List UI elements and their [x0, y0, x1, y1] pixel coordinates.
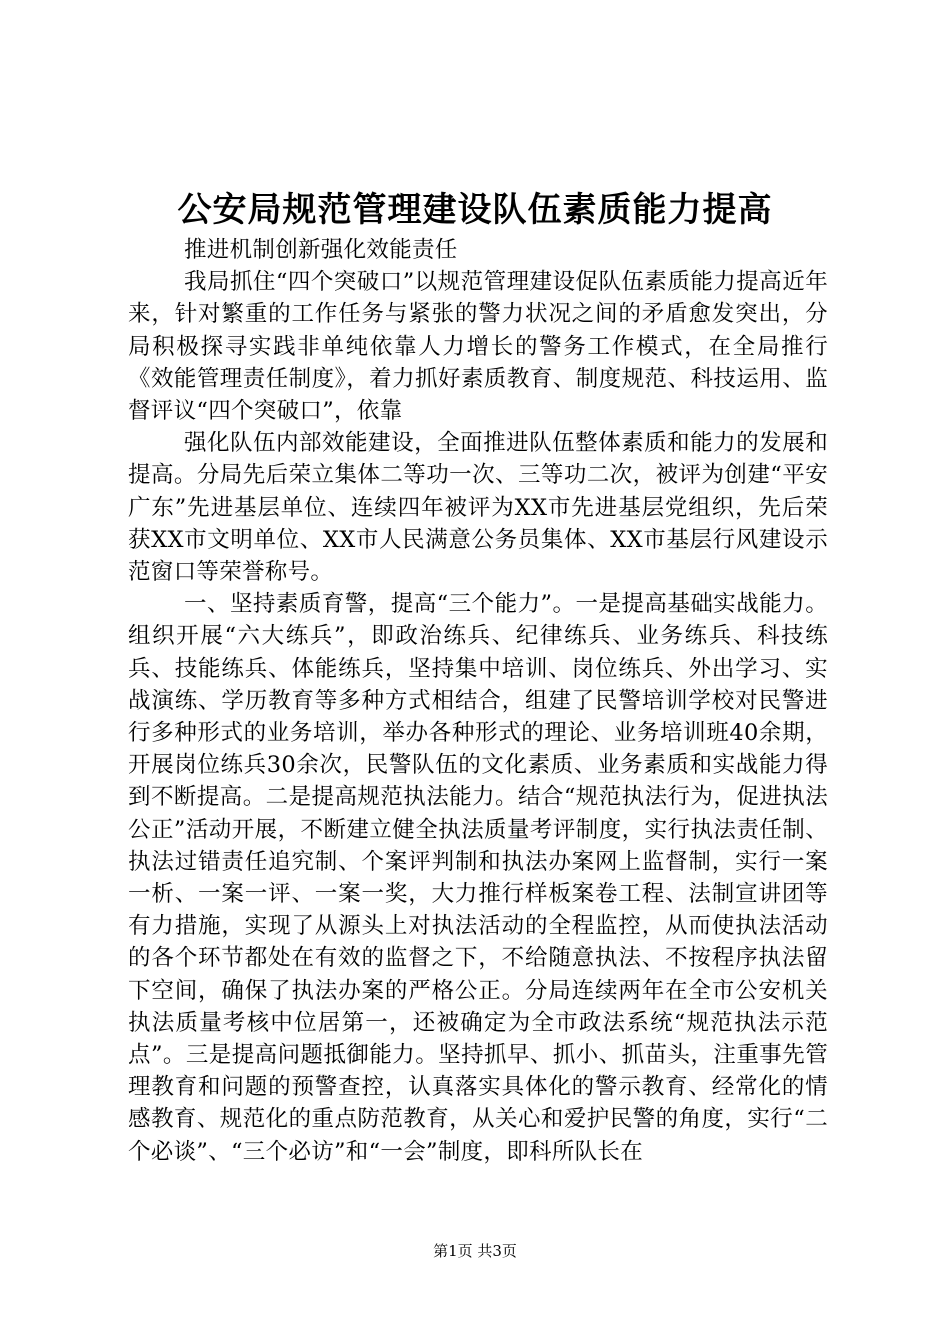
subtitle-paragraph: 推进机制创新强化效能责任	[184, 237, 458, 263]
document-title: 公安局规范管理建设队伍素质能力提高	[177, 190, 773, 230]
body-paragraph: 我局抓住“四个突破口”以规范管理建设促队伍素质能力提高近年来，针对繁重的工作任务与紧张的警力状况之间的矛盾愈发突出，分局积极探寻实践非单纯依靠人力增长的警务工作模式，在全局推行《效能管理责任制度》，着力抓好素质教育、制度规范、科技运用、监督评议“四个突破口”，依靠	[128, 269, 828, 425]
document-body	[128, 234, 828, 1168]
body-paragraph: 强化队伍内部效能建设，全面推进队伍整体素质和能力的发展和提高。分局先后荣立集体二等功一次、三等功二次，被评为创建“平安广东”先进基层单位、连续四年被评为XX市先进基层党组织，先后荣获XX市文明单位、XX市人民满意公务员集体、XX市基层行风建设示范窗口等荣誉称号。	[128, 430, 828, 586]
body-paragraph: 一、坚持素质育警，提高“三个能力”。一是提高基础实战能力。组织开展“六大练兵”，即政治练兵、纪律练兵、业务练兵、科技练兵、技能练兵、体能练兵，坚持集中培训、岗位练兵、外出学习、实战演练、学历教育等多种方式相结合，组建了民警培训学校对民警进行多种形式的业务培训，举办各种形式的理论、业务培训班40余期，开展岗位练兵30余次，民警队伍的文化素质、业务素质和实战能力得到不断提高。二是提高规范执法能力。结合“规范执法行为，促进执法公正”活动开展，不断建立健全执法质量考评制度，实行执法责任制、执法过错责任追究制、个案评判制和执法办案网上监督制，实行一案一析、一案一评、一案一奖，大力推行样板案卷工程、法制宣讲团等有力措施，实现了从源头上对执法活动的全程监控，从而使执法活动的各个环节都处在有效的监督之下，不给随意执法、不按程序执法留下空间，确保了执法办案的严格公正。分局连续两年在全市公安机关执法质量考核中位居第一，还被确定为全市政法系统“规范执法示范点”。三是提高问题抵御能力。坚持抓早、抓小、抓苗头，注重事先管理教育和问题的预警查控，认真落实具体化的警示教育、经常化的情感教育、规范化的重点防范教育，从关心和爱护民警的角度，实行“二个必谈”、“三个必访”和“一会”制度，即科所队长在	[128, 591, 828, 1165]
page-footer: 第1页 共3页	[433, 1242, 517, 1260]
